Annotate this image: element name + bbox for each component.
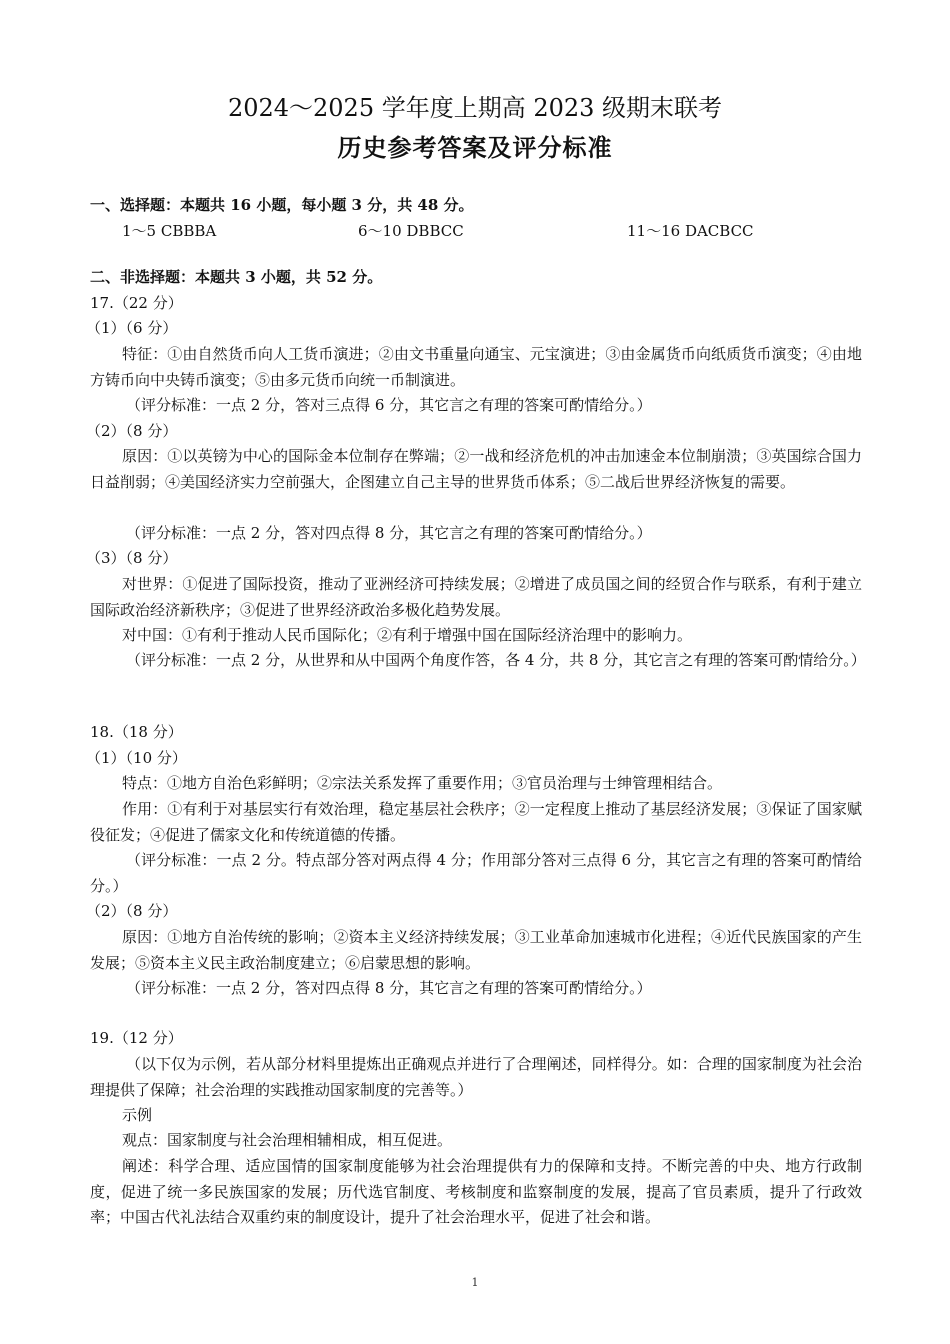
q17-sub1-text: 特征：①由自然货币向人工货币演进；②由文书重量向通宝、元宝演进；③由金属货币向纸质货币演变；④由地方铸币向中央铸币演变；⑤由多元货币向统一币制演进。 (90, 345, 862, 389)
q18-sub1-score: （评分标准：一点 2 分。特点部分答对两点得 4 分；作用部分答对三点得 6 分，其它言之有理的答案可酌情给分。） (90, 851, 862, 895)
answer-group-1: 1～5 CBBBA (122, 222, 217, 240)
q17-sub3-label: （3）（8 分） (86, 549, 178, 567)
q17-sub2-label: （2）（8 分） (86, 422, 178, 440)
q17-sub2-score: （评分标准：一点 2 分，答对四点得 8 分，其它言之有理的答案可酌情给分。） (126, 524, 652, 542)
q17-sub3-china: 对中国：①有利于推动人民币国际化；②有利于增强中国在国际经济治理中的影响力。 (122, 626, 693, 644)
q18-sub1-effect: 作用：①有利于对基层实行有效治理，稳定基层社会秩序；②一定程度上推动了基层经济发展；③保证了国家赋役征发；④促进了儒家文化和传统道德的传播。 (90, 800, 862, 844)
q17-sub1-score: （评分标准：一点 2 分，答对三点得 6 分，其它言之有理的答案可酌情给分。） (126, 396, 652, 414)
q18-sub2-label: （2）（8 分） (86, 902, 178, 920)
page-subtitle: 历史参考答案及评分标准 (337, 133, 613, 162)
page-number: 1 (471, 1276, 479, 1289)
q18-sub1-feature: 特点：①地方自治色彩鲜明；②宗法关系发挥了重要作用；③官员治理与士绅管理相结合。 (122, 774, 723, 792)
q19-elaboration: 阐述：科学合理、适应国情的国家制度能够为社会治理提供有力的保障和支持。不断完善的中央、地方行政制度，促进了统一多民族国家的发展；历代选官制度、考核制度和监察制度的发展，提高了官员素质，提升了行政效率；中国古代礼法结合双重约束的制度设计，提升了社会治理水平，促进了社会和谐。 (90, 1157, 862, 1226)
q18-sub1-label: （1）（10 分） (86, 749, 187, 767)
q18-sub2-text: 原因：①地方自治传统的影响；②资本主义经济持续发展；③工业革命加速城市化进程；④近代民族国家的产生发展；⑤资本主义民主政治制度建立；⑥启蒙思想的影响。 (90, 928, 862, 972)
page-title: 2024～2025 学年度上期高 2023 级期末联考 (227, 94, 723, 122)
answer-group-2: 6～10 DBBCC (358, 222, 464, 240)
part1-heading: 一、选择题：本题共 16 小题，每小题 3 分，共 48 分。 (90, 196, 474, 214)
q17-sub1-label: （1）（6 分） (86, 319, 178, 337)
q19-viewpoint: 观点：国家制度与社会治理相辅相成，相互促进。 (122, 1131, 453, 1149)
part2-heading: 二、非选择题：本题共 3 小题，共 52 分。 (90, 268, 383, 286)
answer-group-3: 11～16 DACBCC (627, 222, 754, 240)
q17-sub3-world: 对世界：①促进了国际投资，推动了亚洲经济可持续发展；②增进了成员国之间的经贸合作与联系，有利于建立国际政治经济新秩序；③促进了世界经济政治多极化趋势发展。 (90, 575, 862, 619)
q19-note: （以下仅为示例，若从部分材料里提炼出正确观点并进行了合理阐述，同样得分。如：合理的国家制度为社会治理提供了保障；社会治理的实践推动国家制度的完善等。） (90, 1055, 862, 1099)
q17-sub2-text: 原因：①以英镑为中心的国际金本位制存在弊端；②一战和经济危机的冲击加速金本位制崩溃；③英国综合国力日益削弱；④美国经济实力空前强大，企图建立自己主导的世界货币体系；⑤二战后世界经济恢复的需要。 (90, 447, 862, 491)
q19-title: 19.（12 分） (90, 1029, 183, 1047)
q18-title: 18.（18 分） (90, 723, 183, 741)
q17-sub3-score: （评分标准：一点 2 分，从世界和从中国两个角度作答，各 4 分，共 8 分，其它言之有理的答案可酌情给分。） (126, 651, 866, 669)
q18-sub2-score: （评分标准：一点 2 分，答对四点得 8 分，其它言之有理的答案可酌情给分。） (126, 979, 652, 997)
q19-example-label: 示例 (122, 1106, 153, 1124)
q17-title: 17.（22 分） (90, 294, 183, 312)
